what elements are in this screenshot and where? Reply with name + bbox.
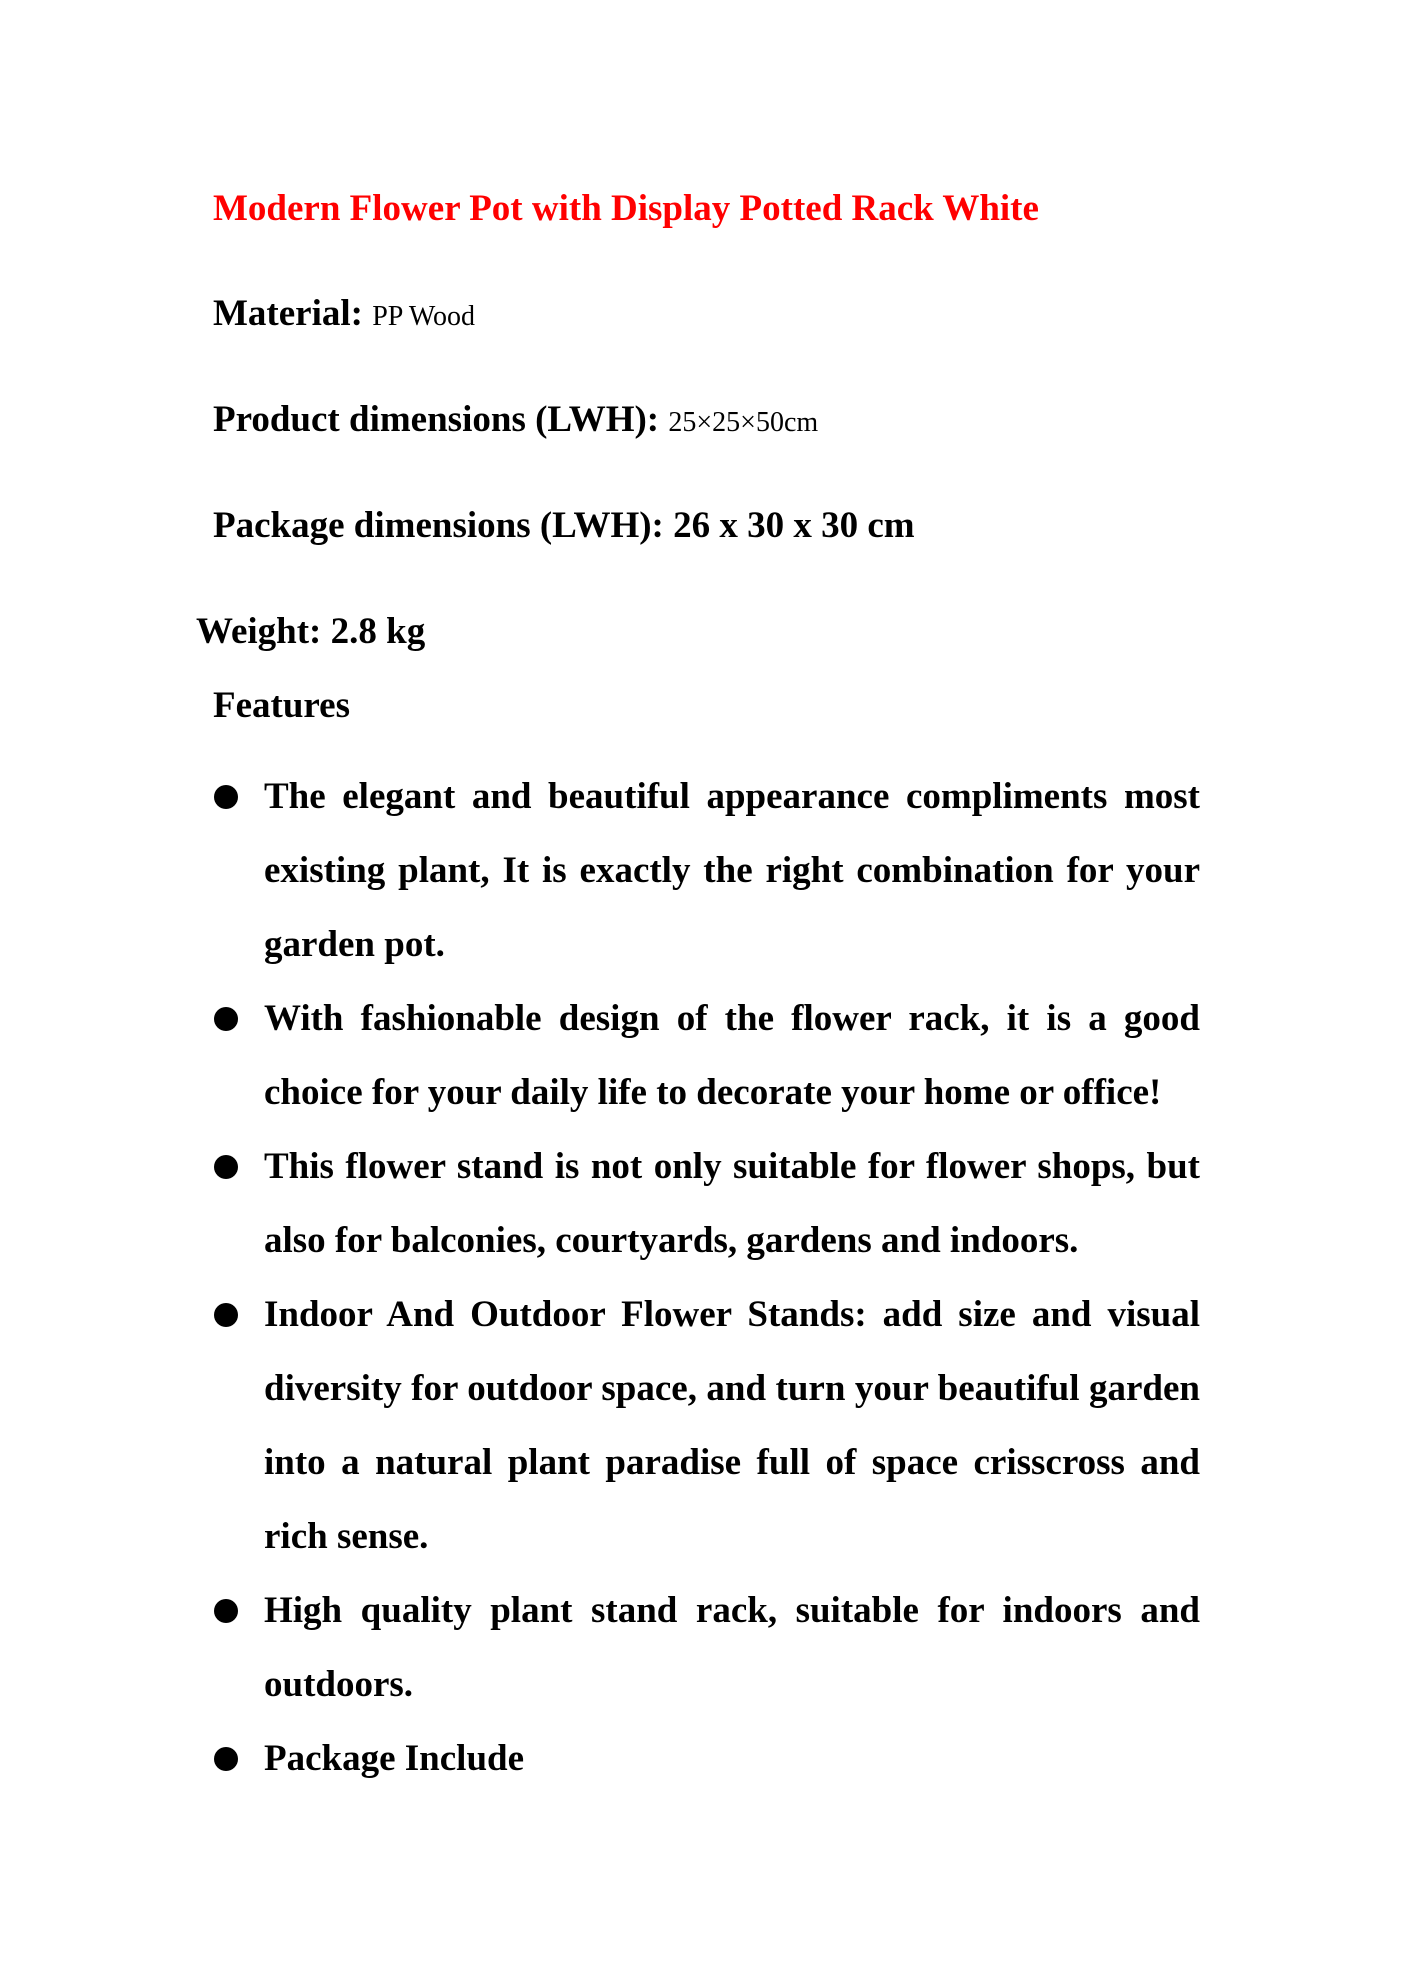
feature-text: Package Include	[264, 1738, 525, 1779]
product-dimensions-label: Product dimensions (LWH):	[213, 399, 660, 440]
package-dimensions: Package dimensions (LWH): 26 x 30 x 30 cm	[213, 505, 915, 546]
list-item	[210, 760, 1200, 982]
list-item	[210, 1574, 1200, 1722]
bullet-icon	[214, 1747, 238, 1771]
bullet-icon	[214, 1155, 238, 1179]
bullet-icon	[214, 785, 238, 809]
feature-text: With fashionable design of the flower rack, it is a good choice for your daily life to decorate your home or office!	[264, 998, 1200, 1113]
feature-text: The elegant and beautiful appearance compliments most existing plant, It is exactly the right combination for your garden pot.	[264, 776, 1200, 965]
feature-text: Indoor And Outdoor Flower Stands: add size and visual diversity for outdoor space, and turn your beautiful garden into a natural plant paradise full of space crisscross and rich sense.	[264, 1294, 1200, 1557]
features-list	[210, 760, 1200, 1796]
features-heading: Features	[213, 685, 350, 726]
list-item	[210, 1130, 1200, 1278]
bullet-icon	[214, 1303, 238, 1327]
material-row	[213, 292, 475, 339]
list-item	[210, 1722, 1200, 1796]
weight: Weight: 2.8 kg	[196, 611, 426, 652]
material-value: PP Wood	[372, 301, 476, 332]
product-dimensions-row	[213, 398, 818, 445]
list-item	[210, 1278, 1200, 1574]
list-item	[210, 982, 1200, 1130]
feature-text: High quality plant stand rack, suitable for indoors and outdoors.	[264, 1590, 1200, 1705]
bullet-icon	[214, 1007, 238, 1031]
product-title: Modern Flower Pot with Display Potted Rack White	[213, 188, 1039, 229]
bullet-icon	[214, 1599, 238, 1623]
material-label: Material:	[213, 293, 363, 334]
feature-text: This flower stand is not only suitable for flower shops, but also for balconies, courtyards, gardens and indoors.	[264, 1146, 1200, 1261]
product-dimensions-value: 25×25×50cm	[668, 407, 819, 438]
